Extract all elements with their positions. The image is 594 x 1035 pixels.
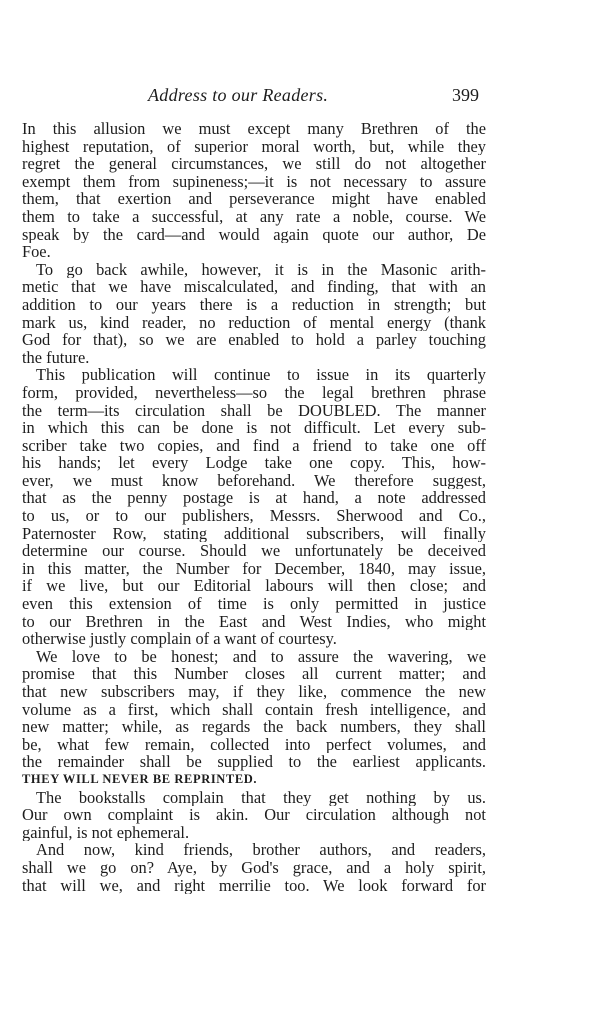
text-line: in which this can be done is not difficult. Let every sub- [22, 419, 486, 437]
text-line: in this matter, the Number for December, 1840, may issue, [22, 559, 486, 578]
running-title: Address to our Readers. [148, 85, 329, 105]
text-line: gainful, is not ephemeral. [22, 823, 190, 842]
body-text [22, 120, 486, 894]
text-line: speak by the card—and would again quote our author, De [22, 225, 486, 244]
text-line: otherwise justly complain of a want of courtesy. [22, 630, 337, 648]
text-line: the future. [22, 348, 90, 367]
text-line: The bookstalls complain that they get nothing by us. [36, 788, 486, 807]
text-line: that will we, and right merrilie too. We look forward for [22, 876, 486, 895]
text-line: be, what few remain, collected into perfect volumes, and [22, 735, 486, 754]
text-line: to us, or to our publishers, Messrs. Sherwood and Co., [22, 507, 486, 525]
text-line: And now, kind friends, brother authors, and readers, [36, 841, 486, 859]
text-line: determine our course. Should we unfortunately be deceived [22, 542, 486, 560]
text-line: if we live, but our Editorial labours will then close; and [22, 577, 486, 596]
text-line: We love to be honest; and to assure the wavering, we [36, 647, 486, 666]
text-line: This publication will continue to issue in its quarterly [36, 366, 486, 384]
text-line: new matter; while, as regards the back numbers, they shall [22, 718, 486, 736]
page-header [0, 84, 594, 108]
text-line: addition to our years there is a reduction in strength; but [22, 295, 486, 314]
text-line: Paternoster Row, stating additional subscribers, will finally [22, 524, 486, 543]
text-line: metic that we have miscalculated, and finding, that with an [22, 278, 486, 296]
text-line: shall we go on? Aye, by God's grace, and a holy spirit, [22, 858, 486, 877]
text-line: To go back awhile, however, it is in the Masonic arith- [36, 260, 486, 279]
text-line: In this allusion we must except many Brethren of the [22, 120, 486, 138]
text-line: exempt them from supineness;—it is not necessary to assure [22, 172, 486, 191]
text-line: mark us, kind reader, no reduction of mental energy (thank [22, 313, 486, 332]
text-line: THEY WILL NEVER BE REPRINTED. [22, 771, 258, 786]
text-line: that new subscribers may, if they like, commence the new [22, 683, 486, 701]
text-line: God for that), so we are enabled to hold a parley touching [22, 331, 486, 349]
text-line: that as the penny postage is at hand, a note addressed [22, 489, 486, 508]
text-line: even this extension of time is only permitted in justice [22, 595, 486, 613]
text-line: form, provided, nevertheless—so the legal brethren phrase [22, 383, 486, 402]
text-line: them to take a successful, at any rate a noble, course. We [22, 207, 486, 226]
text-line: highest reputation, of superior moral worth, but, while they [22, 137, 486, 156]
text-line: to our Brethren in the East and West Indies, who might [22, 612, 486, 631]
text-line: the term—its circulation shall be DOUBLED. The manner [22, 401, 486, 420]
text-line: Our own complaint is akin. Our circulation although not [22, 806, 486, 824]
text-line: Foe. [22, 243, 51, 261]
text-line: regret the general circumstances, we still do not altogether [22, 155, 486, 173]
text-line: them, that exertion and perseverance might have enabled [22, 190, 486, 208]
text-line: the remainder shall be supplied to the earliest applicants. [22, 753, 486, 771]
text-line: scriber take two copies, and find a friend to take one off [22, 436, 486, 455]
text-line: promise that this Number closes all current matter; and [22, 665, 486, 683]
text-line: ever, we must know beforehand. We therefore suggest, [22, 471, 486, 490]
text-line: volume as a first, which shall contain fresh intelligence, and [22, 700, 486, 719]
text-line: his hands; let every Lodge take one copy. This, how- [22, 454, 486, 472]
page-number: 399 [452, 85, 479, 105]
